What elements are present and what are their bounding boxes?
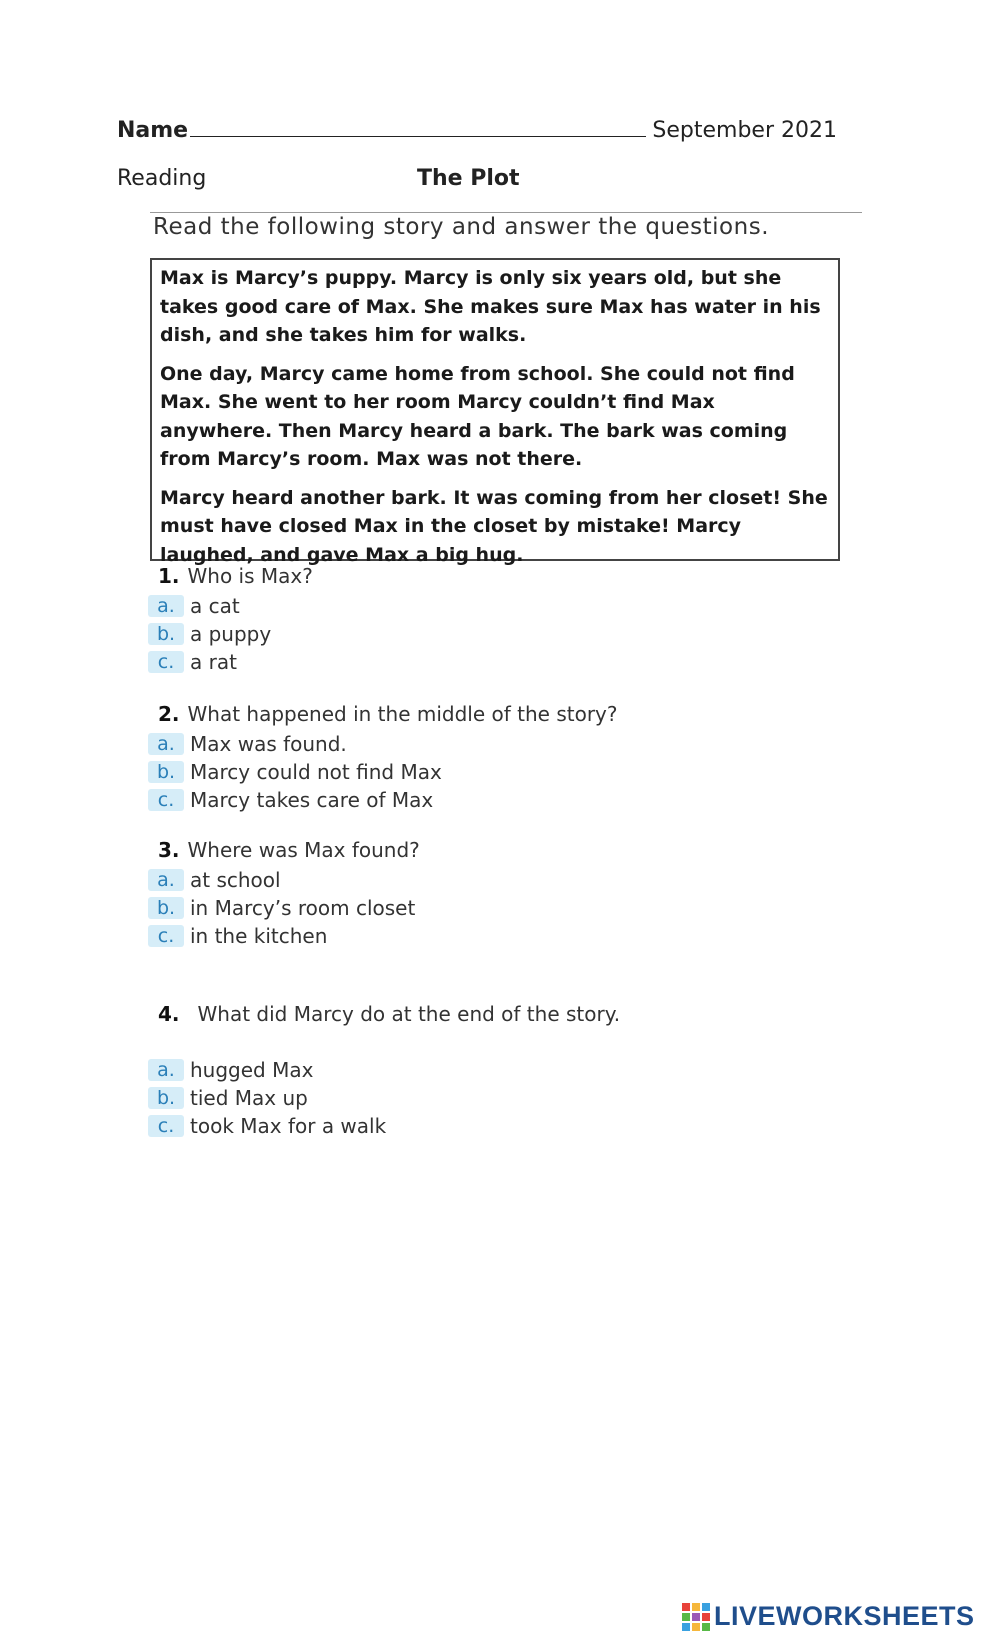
liveworksheets-logo — [682, 1601, 975, 1632]
option-text: Max was found. — [190, 732, 347, 756]
option-text: Marcy could not find Max — [190, 760, 442, 784]
question-prompt: Where was Max found? — [187, 838, 420, 862]
question-number: 1. — [158, 564, 180, 588]
option-letter-box[interactable]: b. — [148, 623, 184, 645]
option-text: Marcy takes care of Max — [190, 788, 434, 812]
question-3 — [158, 836, 420, 950]
answer-option[interactable] — [148, 758, 618, 786]
answer-option[interactable] — [148, 592, 313, 620]
logo-square — [702, 1613, 710, 1621]
option-text: a puppy — [190, 622, 272, 646]
story-box — [150, 258, 840, 566]
option-text: a rat — [190, 650, 237, 674]
option-letter-box[interactable]: c. — [148, 1115, 184, 1137]
story-paragraph: One day, Marcy came home from school. She could not find Max. She went to her room Marcy couldn’t find Max anywhere. Then Marcy heard a bark. The bark was coming from Marcy’s room. Max was not there. — [160, 362, 795, 470]
option-letter-box[interactable]: a. — [148, 733, 184, 755]
question-text — [158, 700, 618, 728]
logo-text: LIVEWORKSHEETS — [714, 1601, 975, 1631]
answer-option[interactable] — [148, 648, 313, 676]
name-label: Name — [117, 118, 189, 143]
option-letter-box[interactable]: a. — [148, 1059, 184, 1081]
answer-option[interactable] — [148, 1112, 620, 1140]
question-1 — [158, 562, 313, 676]
answer-option[interactable] — [148, 894, 420, 922]
option-letter-box[interactable]: a. — [148, 595, 184, 617]
answer-option[interactable] — [148, 866, 420, 894]
story-paragraph: Marcy heard another bark. It was coming from her closet! She must have closed Max in the closet by mistake! Marcy laughed, and gave Max a big hug. — [160, 486, 828, 566]
liveworksheets-logo-icon — [682, 1603, 710, 1631]
option-letter-box[interactable]: b. — [148, 897, 184, 919]
option-letter-box[interactable]: c. — [148, 789, 184, 811]
logo-square — [692, 1623, 700, 1631]
subject-label: Reading — [117, 166, 207, 191]
answer-option[interactable] — [148, 922, 420, 950]
option-text: took Max for a walk — [190, 1114, 387, 1138]
question-prompt: What did Marcy do at the end of the story. — [197, 1002, 621, 1026]
option-letter-box[interactable]: b. — [148, 761, 184, 783]
option-text: a cat — [190, 594, 240, 618]
option-text: at school — [190, 868, 281, 892]
option-text: tied Max up — [190, 1086, 308, 1110]
question-prompt: Who is Max? — [187, 564, 313, 588]
logo-square — [702, 1623, 710, 1631]
option-text: hugged Max — [190, 1058, 314, 1082]
question-text — [158, 836, 420, 864]
name-field[interactable] — [190, 135, 646, 137]
question-number: 2. — [158, 702, 180, 726]
option-letter-box[interactable]: c. — [148, 925, 184, 947]
date-label: September 2021 — [652, 118, 837, 143]
answer-option[interactable] — [148, 1056, 620, 1084]
option-text: in the kitchen — [190, 924, 328, 948]
question-2 — [158, 700, 618, 814]
logo-square — [692, 1613, 700, 1621]
logo-square — [682, 1613, 690, 1621]
name-row — [117, 118, 837, 143]
instructions: Read the following story and answer the questions. — [153, 214, 770, 240]
option-letter-box[interactable]: b. — [148, 1087, 184, 1109]
answer-option[interactable] — [148, 730, 618, 758]
question-4 — [158, 1000, 620, 1140]
logo-square — [692, 1603, 700, 1611]
logo-square — [682, 1603, 690, 1611]
answer-option[interactable] — [148, 1084, 620, 1112]
option-text: in Marcy’s room closet — [190, 896, 416, 920]
option-letter-box[interactable]: a. — [148, 869, 184, 891]
worksheet-title: The Plot — [417, 166, 520, 191]
question-number: 4. — [158, 1002, 180, 1026]
answer-option[interactable] — [148, 786, 618, 814]
question-prompt: What happened in the middle of the story? — [187, 702, 618, 726]
logo-square — [682, 1623, 690, 1631]
question-text — [158, 562, 313, 590]
question-number: 3. — [158, 838, 180, 862]
answer-option[interactable] — [148, 620, 313, 648]
logo-square — [702, 1603, 710, 1611]
question-text — [158, 1000, 620, 1028]
story-paragraph: Max is Marcy’s puppy. Marcy is only six years old, but she takes good care of Max. She makes sure Max has water in his dish, and she takes him for walks. — [160, 267, 821, 346]
divider — [150, 212, 862, 213]
option-letter-box[interactable]: c. — [148, 651, 184, 673]
